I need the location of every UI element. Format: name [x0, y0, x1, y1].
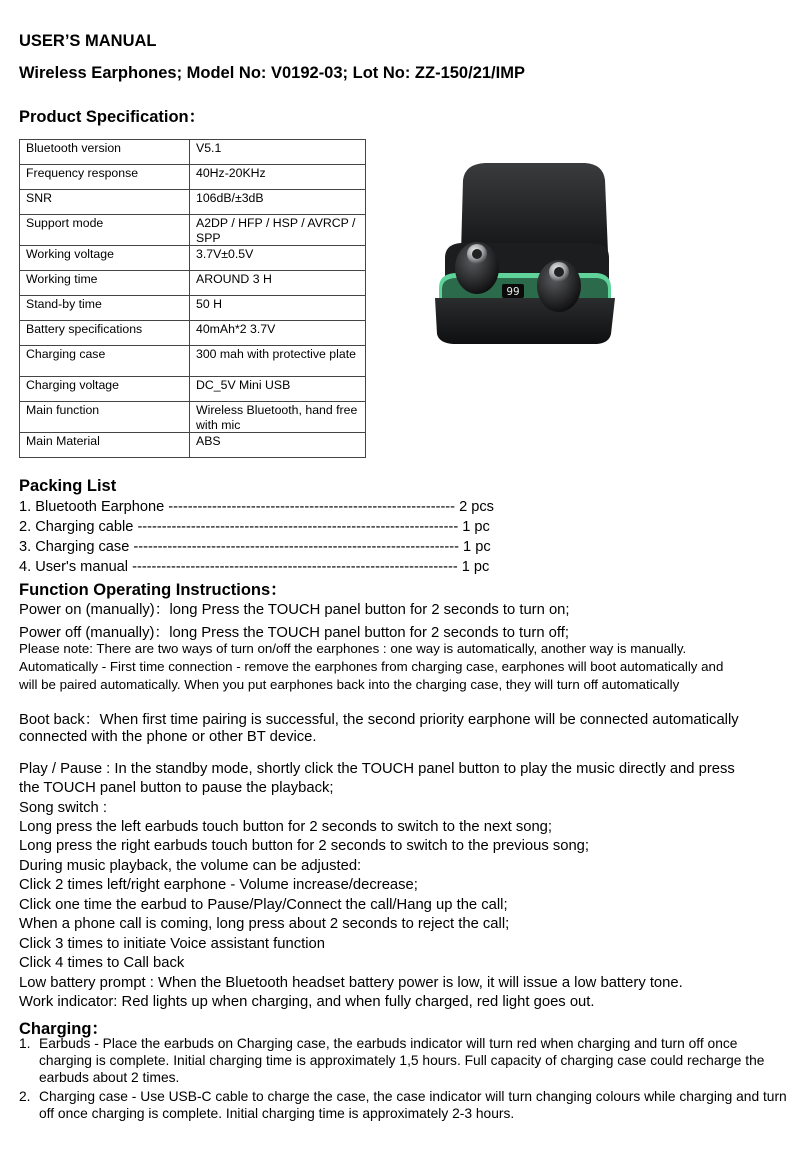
- packing-heading: Packing List: [19, 477, 117, 495]
- spec-label: Frequency response: [20, 165, 190, 190]
- instruction-line: Click 4 times to Call back: [19, 955, 185, 971]
- spec-heading: Product Specification：: [19, 108, 206, 126]
- spec-value: A2DP / HFP / HSP / AVRCP / SPP: [190, 215, 366, 246]
- spec-label: Working time: [20, 271, 190, 296]
- packing-item: 1. Bluetooth Earphone ----------------------------------------------------------- 2 pcs: [19, 499, 494, 515]
- instruction-line: Click one time the earbud to Pause/Play/Connect the call/Hang up the call;: [19, 897, 508, 913]
- earbuds-case-image: [425, 158, 615, 348]
- spec-value: V5.1: [190, 140, 366, 165]
- function-heading: Function Operating Instructions：: [19, 581, 287, 599]
- spec-value: ABS: [190, 433, 366, 458]
- spec-label: Main Material: [20, 433, 190, 458]
- spec-row: [20, 377, 366, 402]
- instruction-line: Work indicator: Red lights up when charging, and when fully charged, red light goes out.: [19, 994, 595, 1010]
- instruction-line: Long press the right earbuds touch button for 2 seconds to switch to the previous song;: [19, 838, 590, 854]
- spec-value: 40mAh*2 3.7V: [190, 321, 366, 346]
- spec-value: 106dB/±3dB: [190, 190, 366, 215]
- note-line: Please note: There are two ways of turn on/off the earphones : one way is automatically, another way is manually.: [19, 641, 687, 656]
- manual-title: USER’S MANUAL: [19, 32, 157, 50]
- packing-item: 4. User's manual ------------------------------------------------------------------- 1 pc: [19, 559, 490, 575]
- instruction-line: Play / Pause : In the standby mode, shortly click the TOUCH panel button to play the music directly and press: [19, 761, 735, 777]
- power-on-text: Power on (manually)：long Press the TOUCH panel button for 2 seconds to turn on;: [19, 602, 570, 618]
- spec-label: Charging case: [20, 346, 190, 377]
- instruction-line: the TOUCH panel button to pause the playback;: [19, 780, 334, 796]
- spec-row: [20, 402, 366, 433]
- instruction-line: Click 3 times to initiate Voice assistant function: [19, 936, 325, 952]
- spec-value: AROUND 3 H: [190, 271, 366, 296]
- power-off-text: Power off (manually)：long Press the TOUCH panel button for 2 seconds to turn off;: [19, 625, 569, 641]
- boot-back-line: Boot back：When first time pairing is successful, the second priority earphone will be connected automatically: [19, 712, 739, 728]
- spec-value: 3.7V±0.5V: [190, 246, 366, 271]
- led-display-digits: 99: [506, 285, 520, 298]
- note-line: will be paired automatically. When you put earphones back into the charging case, they will turn off automatically: [19, 677, 680, 692]
- instruction-line: When a phone call is coming, long press about 2 seconds to reject the call;: [19, 916, 510, 932]
- spec-label: Support mode: [20, 215, 190, 246]
- note-line: Automatically - First time connection - remove the earphones from charging case, earphones will boot automatically and: [19, 659, 724, 674]
- spec-value: DC_5V Mini USB: [190, 377, 366, 402]
- spec-label: Bluetooth version: [20, 140, 190, 165]
- charging-item-text: Charging case - Use USB-C cable to charge the case, the case indicator will turn changing colours while charging and turn off once charging is complete. Initial charging time is approximately 2-3 hours.: [39, 1089, 787, 1121]
- spec-row: [20, 140, 366, 165]
- spec-row: [20, 246, 366, 271]
- spec-value: 300 mah with protective plate: [190, 346, 366, 377]
- spec-value: 40Hz-20KHz: [190, 165, 366, 190]
- instruction-line: During music playback, the volume can be adjusted:: [19, 858, 362, 874]
- instruction-line: Click 2 times left/right earphone - Volume increase/decrease;: [19, 877, 418, 893]
- spec-row: [20, 296, 366, 321]
- boot-back-line: connected with the phone or other BT device.: [19, 729, 317, 745]
- instruction-line: Low battery prompt : When the Bluetooth headset battery power is low, it will issue a low battery tone.: [19, 975, 683, 991]
- spec-label: Battery specifications: [20, 321, 190, 346]
- spec-value: Wireless Bluetooth, hand free with mic: [190, 402, 366, 433]
- spec-table: [19, 139, 366, 458]
- spec-label: Main function: [20, 402, 190, 433]
- spec-row: [20, 321, 366, 346]
- spec-label: SNR: [20, 190, 190, 215]
- spec-value: 50 H: [190, 296, 366, 321]
- spec-label: Stand-by time: [20, 296, 190, 321]
- charging-item-text: Earbuds - Place the earbuds on Charging case, the earbuds indicator will turn red when charging and turn off once charging is complete. Initial charging time is approximately 1,5 hours. Full capacity of charging case could recharge the earbuds about 2 times.: [39, 1036, 765, 1085]
- spec-label: Working voltage: [20, 246, 190, 271]
- spec-row: [20, 433, 366, 458]
- spec-row: [20, 190, 366, 215]
- spec-row: [20, 346, 366, 377]
- instruction-line: Song switch :: [19, 800, 108, 816]
- spec-row: [20, 165, 366, 190]
- charging-heading: Charging：: [19, 1020, 108, 1038]
- spec-label: Charging voltage: [20, 377, 190, 402]
- model-line: Wireless Earphones; Model No: V0192-03; Lot No: ZZ-150/21/IMP: [19, 64, 525, 82]
- spec-row: [20, 215, 366, 246]
- spec-row: [20, 271, 366, 296]
- packing-item: 3. Charging case ------------------------------------------------------------------- 1 pc: [19, 539, 491, 555]
- charging-item-number: 2.: [19, 1089, 31, 1104]
- charging-item-number: 1.: [19, 1036, 31, 1051]
- packing-item: 2. Charging cable ------------------------------------------------------------------ 1 pc: [19, 519, 490, 535]
- instruction-line: Long press the left earbuds touch button for 2 seconds to switch to the next song;: [19, 819, 553, 835]
